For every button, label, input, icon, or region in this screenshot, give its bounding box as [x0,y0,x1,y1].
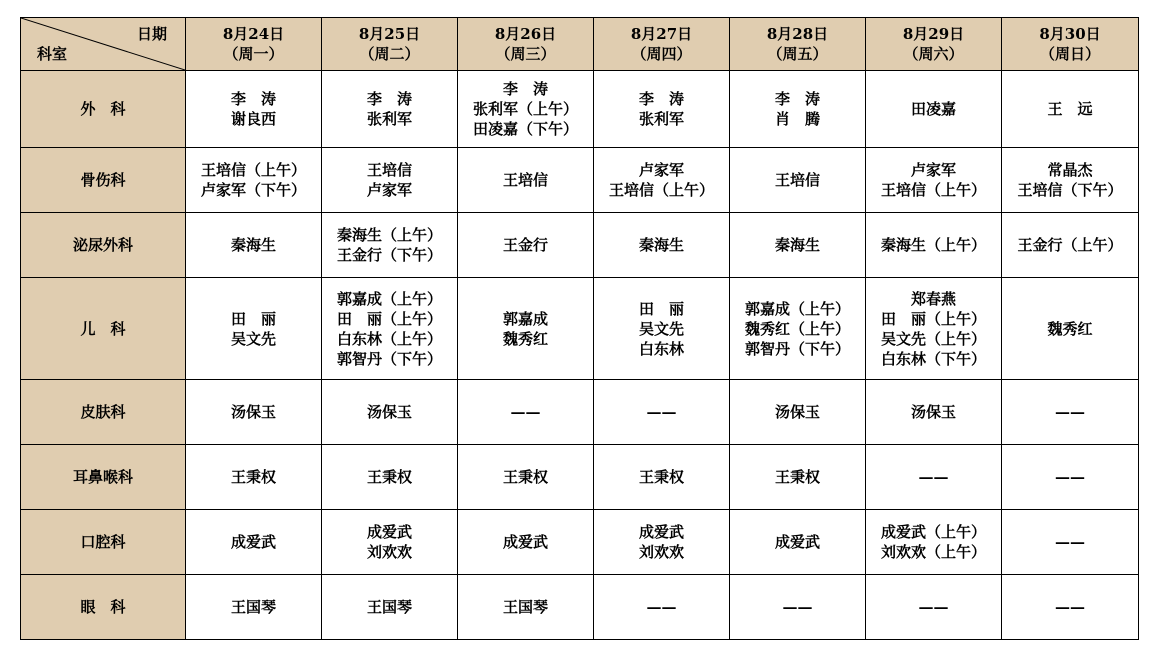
dept-name-cell: 儿 科 [21,278,186,380]
schedule-cell [866,278,1002,380]
header-row [21,18,1139,71]
day-header [186,18,322,71]
table-row [21,71,1139,148]
table-row [21,380,1139,445]
doctor-entry: —— [646,403,677,421]
doctor-entry: 李 涛 [366,90,412,108]
schedule-cell [594,510,730,575]
doctor-entry: 王国琴 [230,598,276,616]
doctor-entry: 李 涛 [502,80,548,98]
doctor-entry: 谢良西 [230,110,276,128]
day-header [1002,18,1139,71]
doctor-entry: 张利军（上午） [472,100,578,118]
doctor-entry: 郭嘉成 [502,309,548,328]
schedule-cell [594,71,730,148]
schedule-cell [322,278,458,380]
schedule-cell [730,445,866,510]
schedule-cell [458,445,594,510]
doctor-entry: 李 涛 [774,90,820,108]
schedule-cell [186,213,322,278]
table-row [21,148,1139,213]
doctor-entry: 白东林（上午） [336,329,442,348]
schedule-cell [730,575,866,640]
schedule-cell [866,71,1002,148]
day-header [866,18,1002,71]
schedule-cell [1002,148,1139,213]
doctor-entry: 秦海生（上午） [336,226,442,244]
schedule-cell [458,278,594,380]
doctor-entry: 吴文先（上午） [880,329,986,348]
day-header [322,18,458,71]
schedule-cell [866,148,1002,213]
schedule-cell [1002,213,1139,278]
day-header [730,18,866,71]
doctor-entry: 王金行（上午） [1017,236,1123,254]
doctor-entry: 卢家军（下午） [200,181,306,199]
table-row [21,445,1139,510]
corner-date-label: 日期 [136,25,167,43]
schedule-cell [322,575,458,640]
doctor-entry: 汤保玉 [774,403,820,421]
doctor-entry: 秦海生 [230,236,276,254]
schedule-cell [866,575,1002,640]
doctor-entry: 魏秀红（上午） [744,319,850,338]
schedule-cell [322,148,458,213]
doctor-entry: 田凌嘉（下午） [472,120,578,138]
doctor-entry: 王培信（上午） [880,181,986,199]
doctor-entry: 汤保玉 [366,403,412,421]
schedule-cell [866,510,1002,575]
doctor-entry: 王培信（上午） [608,181,714,199]
doctor-entry: 魏秀红 [1047,319,1093,338]
doctor-entry: 卢家军 [366,181,412,199]
schedule-cell [186,510,322,575]
doctor-entry: 田 丽 [638,299,684,318]
schedule-cell [594,380,730,445]
doctor-entry: —— [1055,533,1085,551]
schedule-cell [594,148,730,213]
doctor-entry: 肖 腾 [774,110,820,128]
day-weekday: （周三） [495,45,556,63]
schedule-cell [1002,278,1139,380]
day-date: 8月28日 [766,25,829,43]
dept-name-cell: 泌尿外科 [21,213,186,278]
doctor-entry: 王国琴 [366,598,412,616]
doctor-entry: 刘欢欢（上午） [880,543,986,561]
schedule-cell [594,213,730,278]
doctor-entry: 王金行（下午） [336,246,442,264]
schedule-cell [1002,575,1139,640]
doctor-entry: 王培信 [774,171,820,189]
day-weekday: （周六） [903,45,964,63]
doctor-entry: 白东林 [638,339,684,358]
schedule-cell [594,575,730,640]
doctor-entry: 郭智丹（下午） [744,339,850,358]
schedule-cell [1002,71,1139,148]
doctor-entry: 成爱武 [502,533,548,551]
doctor-entry: 王 远 [1047,100,1093,118]
doctor-entry: 王秉权 [230,468,276,486]
duty-schedule-table [20,17,1139,640]
doctor-entry: 白东林（下午） [880,349,986,368]
dept-name-cell: 口腔科 [21,510,186,575]
schedule-cell [730,278,866,380]
schedule-cell [458,380,594,445]
schedule-cell [730,71,866,148]
doctor-entry: 秦海生（上午） [880,236,986,254]
doctor-entry: 田 丽 [230,309,276,328]
schedule-cell [458,510,594,575]
day-weekday: （周五） [767,45,828,63]
schedule-cell [186,71,322,148]
doctor-entry: 王秉权 [774,468,820,486]
schedule-cell [458,575,594,640]
schedule-cell [186,445,322,510]
doctor-entry: 成爱武 [366,523,412,541]
doctor-entry: 卢家军 [638,161,684,179]
doctor-entry: —— [918,468,949,486]
schedule-cell [730,213,866,278]
schedule-cell [186,148,322,213]
doctor-entry: 魏秀红 [502,329,548,348]
schedule-cell [322,445,458,510]
doctor-entry: 郭嘉成（上午） [744,299,850,318]
day-date: 8月27日 [630,25,693,43]
schedule-cell [186,380,322,445]
doctor-entry: 田 丽（上午） [336,309,442,328]
doctor-entry: 秦海生 [638,236,684,254]
table-row [21,575,1139,640]
doctor-entry: 王培信（下午） [1017,181,1123,199]
doctor-entry: 王培信 [366,161,412,179]
dept-name-cell: 外 科 [21,71,186,148]
doctor-entry: 李 涛 [230,90,276,108]
schedule-cell [866,213,1002,278]
doctor-entry: —— [510,403,541,421]
schedule-cell [730,148,866,213]
schedule-cell [186,575,322,640]
doctor-entry: 成爱武 [230,533,276,551]
dept-name-cell: 皮肤科 [21,380,186,445]
day-date: 8月24日 [222,25,285,43]
doctor-entry: —— [782,598,813,616]
doctor-entry: —— [1055,598,1085,616]
doctor-entry: 常晶杰 [1047,161,1093,179]
doctor-entry: 王秉权 [366,468,412,486]
doctor-entry: 秦海生 [774,236,820,254]
schedule-cell [1002,380,1139,445]
dept-name-cell: 骨伤科 [21,148,186,213]
doctor-entry: 成爱武（上午） [880,523,986,541]
table-row [21,510,1139,575]
day-weekday: （周日） [1039,45,1100,63]
schedule-cell [1002,445,1139,510]
doctor-entry: 王国琴 [502,598,548,616]
doctor-entry: 吴文先 [638,319,684,338]
doctor-entry: 张利军 [366,110,412,128]
schedule-cell [866,445,1002,510]
schedule-cell [594,278,730,380]
day-weekday: （周二） [359,45,420,63]
dept-name-cell: 耳鼻喉科 [21,445,186,510]
doctor-entry: —— [918,598,949,616]
schedule-cell [458,213,594,278]
schedule-cell [866,380,1002,445]
doctor-entry: 刘欢欢 [638,543,684,561]
day-header [594,18,730,71]
doctor-entry: 成爱武 [638,523,684,541]
doctor-entry: 汤保玉 [230,403,276,421]
dept-name-cell: 眼 科 [21,575,186,640]
schedule-cell [322,71,458,148]
table-row [21,278,1139,380]
doctor-entry: —— [646,598,677,616]
doctor-entry: 王培信（上午） [200,161,306,179]
schedule-cell [322,380,458,445]
doctor-entry: 成爱武 [774,533,820,551]
day-header [458,18,594,71]
day-date: 8月30日 [1039,25,1101,43]
doctor-entry: 田 丽（上午） [880,309,986,328]
doctor-entry: —— [1055,468,1085,486]
doctor-entry: 王培信 [502,171,548,189]
corner-dept-label: 科室 [37,45,68,63]
corner-header-cell [21,18,186,71]
schedule-cell [730,380,866,445]
schedule-cell [594,445,730,510]
doctor-entry: 郭智丹（下午） [336,349,442,368]
schedule-cell [730,510,866,575]
doctor-entry: 田凌嘉 [910,100,956,118]
day-weekday: （周四） [631,45,692,63]
day-date: 8月26日 [494,25,557,43]
doctor-entry: 吴文先 [230,329,276,348]
schedule-body [21,71,1139,640]
doctor-entry: 张利军 [638,110,684,128]
doctor-entry: 汤保玉 [910,403,956,421]
schedule-cell [458,148,594,213]
doctor-entry: 刘欢欢 [366,543,412,561]
doctor-entry: 王秉权 [502,468,548,486]
doctor-entry: 王金行 [502,236,548,254]
doctor-entry: 郑春燕 [910,289,956,308]
doctor-entry: 郭嘉成（上午） [336,289,442,308]
schedule-cell [1002,510,1139,575]
schedule-cell [322,213,458,278]
day-date: 8月29日 [902,25,965,43]
doctor-entry: 卢家军 [910,161,956,179]
schedule-cell [322,510,458,575]
doctor-entry: 王秉权 [638,468,684,486]
day-weekday: （周一） [223,45,284,63]
schedule-cell [186,278,322,380]
doctor-entry: 李 涛 [638,90,684,108]
table-row [21,213,1139,278]
schedule-cell [458,71,594,148]
doctor-entry: —— [1055,403,1085,421]
day-date: 8月25日 [358,25,421,43]
